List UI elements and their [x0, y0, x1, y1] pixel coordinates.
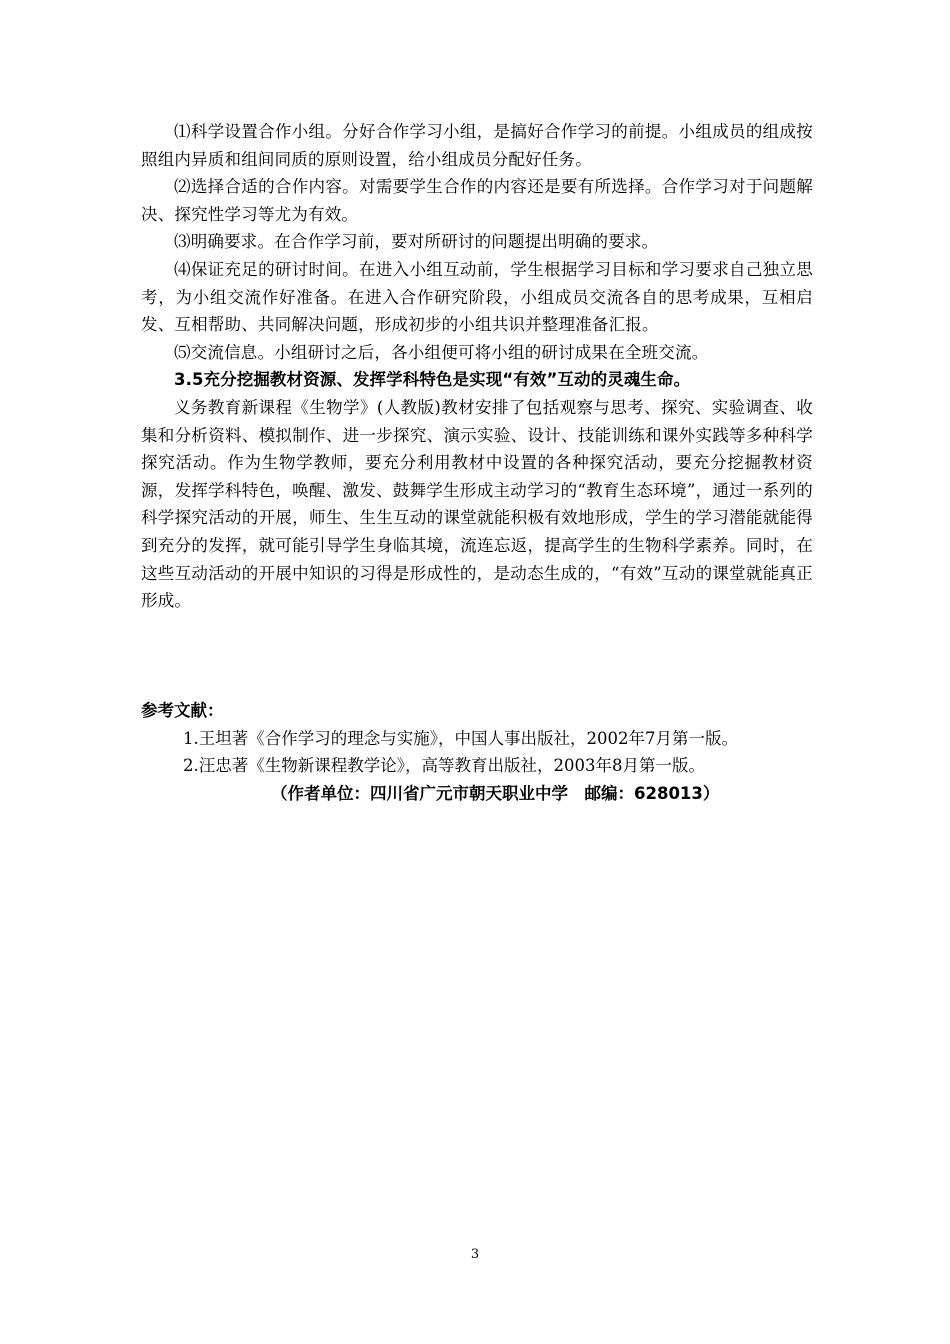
section-heading-3-5: 3.5充分挖掘教材资源、发挥学科特色是实现“有效”互动的灵魂生命。	[174, 370, 691, 390]
reference-item-2: 2.汪忠著《生物新课程教学论》，高等教育出版社，2003年8月第一版。	[183, 756, 705, 776]
paragraph-section-3-5: 义务教育新课程《生物学》(人教版)教材安排了包括观察与思考、探究、实验调查、收集和分析资料、模拟制作、进一步探究、演示实验、设计、技能训练和课外实践等多种科学探究活动。作为生物学教师，要充分利用教材中设置的各种探究活动，要充分挖掘教材资源，发挥学科特色，唤醒、激发、鼓舞学生形成主动学习的“教育生态环境”，通过一系列的科学探究活动的开展，师生、生生互动的课堂就能积极有效地形成，学生的学习潜能就能得到充分的发挥，就可能引导学生身临其境，流连忘返，提高学生的生物科学素养。同时，在这些互动活动的开展中知识的习得是形成性的，是动态生成的，“有效”互动的课堂就能真正形成。	[141, 397, 813, 611]
author-affiliation: （作者单位：四川省广元市朝天职业中学 邮编：628013）	[271, 783, 720, 803]
paragraph-item-3: ⑶明确要求。在合作学习前，要对所研讨的问题提出明确的要求。	[174, 232, 659, 252]
paragraph-item-4: ⑷保证充足的研讨时间。在进入小组互动前，学生根据学习目标和学习要求自己独立思考，为小组交流作好准备。在进入合作研究阶段，小组成员交流各自的思考成果，互相启发、互相帮助、共同解决问题，形成初步的小组共识并整理准备汇报。	[141, 259, 813, 335]
page-number: 3	[470, 1247, 480, 1262]
references-section	[141, 697, 813, 807]
body-text	[141, 118, 813, 615]
paragraph-item-2: ⑵选择合适的合作内容。对需要学生合作的内容还是要有所选择。合作学习对于问题解决、探究性学习等尤为有效。	[141, 177, 813, 224]
reference-item-1: 1.王坦著《合作学习的理念与实施》，中国人事出版社，2002年7月第一版。	[183, 728, 738, 748]
paragraph-item-1: ⑴科学设置合作小组。分好合作学习小组，是搞好合作学习的前提。小组成员的组成按照组内异质和组间同质的原则设置，给小组成员分配好任务。	[141, 122, 813, 169]
paragraph-item-5: ⑸交流信息。小组研讨之后，各小组便可将小组的研讨成果在全班交流。	[174, 342, 709, 362]
references-title: 参考文献：	[141, 701, 224, 720]
